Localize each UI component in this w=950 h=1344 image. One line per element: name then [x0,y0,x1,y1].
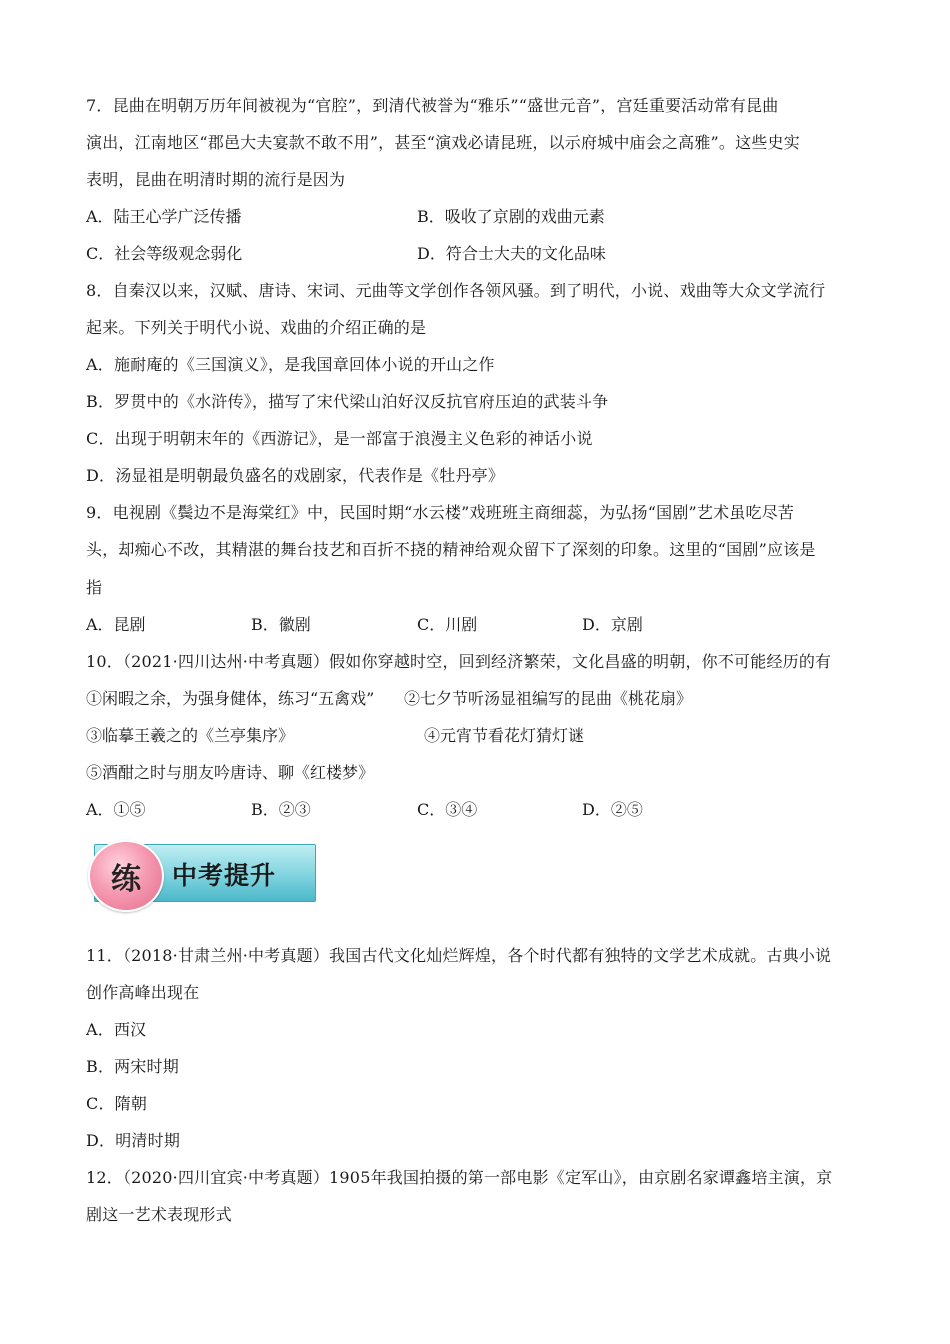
q10-option-c: C．③④ [417,800,478,819]
q12-stem-line-2: 剧这一艺术表现形式 [86,1205,232,1224]
q11-stem-line-1: 11．（2018·甘肃兰州·中考真题）我国古代文化灿烂辉煌，各个时代都有独特的文学艺术成就。古典小说 [86,946,832,965]
q11-option-c: C．隋朝 [86,1094,148,1113]
q11-option-d: D．明清时期 [86,1131,181,1150]
q10-stem-line-1: 10．（2021·四川达州·中考真题）假如你穿越时空，回到经济繁荣，文化昌盛的明朝，你不可能经历的有 [86,652,832,671]
q9-option-a: A．昆剧 [86,615,146,634]
section-banner [88,840,316,908]
q7-option-b: B．吸收了京剧的戏曲元素 [417,207,605,226]
q10-option-a: A．①⑤ [86,800,146,819]
q9-stem-line-3: 指 [86,578,103,597]
q11-stem-line-2: 创作高峰出现在 [86,983,200,1002]
q8-option-b: B．罗贯中的《水浒传》，描写了宋代梁山泊好汉反抗官府压迫的武装斗争 [86,392,609,411]
q10-item-1: ①闲暇之余，为强身健体，练习“五禽戏” [86,689,375,708]
q10-option-b: B．②③ [251,800,311,819]
q7-option-c: C．社会等级观念弱化 [86,244,243,263]
q8-stem-line-1: 8．自秦汉以来，汉赋、唐诗、宋词、元曲等文学创作各领风骚。到了明代，小说、戏曲等大众文学流行 [86,281,826,300]
q7-option-a: A．陆王心学广泛传播 [86,207,242,226]
q11-option-b: B．两宋时期 [86,1057,179,1076]
q8-option-d: D．汤显祖是明朝最负盛名的戏剧家，代表作是《牡丹亭》 [86,466,505,485]
q8-stem-line-2: 起来。下列关于明代小说、戏曲的介绍正确的是 [86,318,427,337]
q9-option-b: B．徽剧 [251,615,311,634]
q8-option-c: C．出现于明朝末年的《西游记》，是一部富于浪漫主义色彩的神话小说 [86,429,593,448]
q8-option-a: A．施耐庵的《三国演义》，是我国章回体小说的开山之作 [86,355,495,374]
q9-option-d: D．京剧 [582,615,643,634]
q7-option-d: D．符合士大夫的文化品味 [417,244,606,263]
q10-item-4: ④元宵节看花灯猜灯谜 [424,726,585,745]
q11-option-a: A．西汉 [86,1020,147,1039]
banner-badge [88,840,164,912]
q10-item-2: ②七夕节听汤显祖编写的昆曲《桃花扇》 [404,689,693,708]
q7-stem-line-3: 表明，昆曲在明清时期的流行是因为 [86,170,346,189]
banner-badge-char: 练 [111,862,141,897]
q12-stem-line-1: 12．（2020·四川宜宾·中考真题）1905年我国拍摄的第一部电影《定军山》，由京剧名家谭鑫培主演，京 [86,1168,833,1187]
q10-item-3: ③临摹王羲之的《兰亭集序》 [86,726,295,745]
q10-option-d: D．②⑤ [582,800,643,819]
q7-stem-line-1: 7．昆曲在明朝万历年间被视为“官腔”，到清代被誉为“雅乐”“盛世元音”，宫廷重要活动常有昆曲 [86,96,779,115]
banner-title: 中考提升 [172,861,277,890]
q9-option-c: C．川剧 [417,615,478,634]
q7-stem-line-2: 演出，江南地区“郡邑大夫宴款不敢不用”，甚至“演戏必请昆班，以示府城中庙会之高雅”。这些史实 [86,133,800,152]
q9-stem-line-2: 头，却痴心不改，其精湛的舞台技艺和百折不挠的精神给观众留下了深刻的印象。这里的“国剧”应该是 [86,540,816,559]
q10-item-5: ⑤酒酣之时与朋友吟唐诗、聊《红楼梦》 [86,763,375,782]
q9-stem-line-1: 9．电视剧《鬓边不是海棠红》中，民国时期“水云楼”戏班班主商细蕊，为弘扬“国剧”艺术虽吃尽苦 [86,503,795,522]
